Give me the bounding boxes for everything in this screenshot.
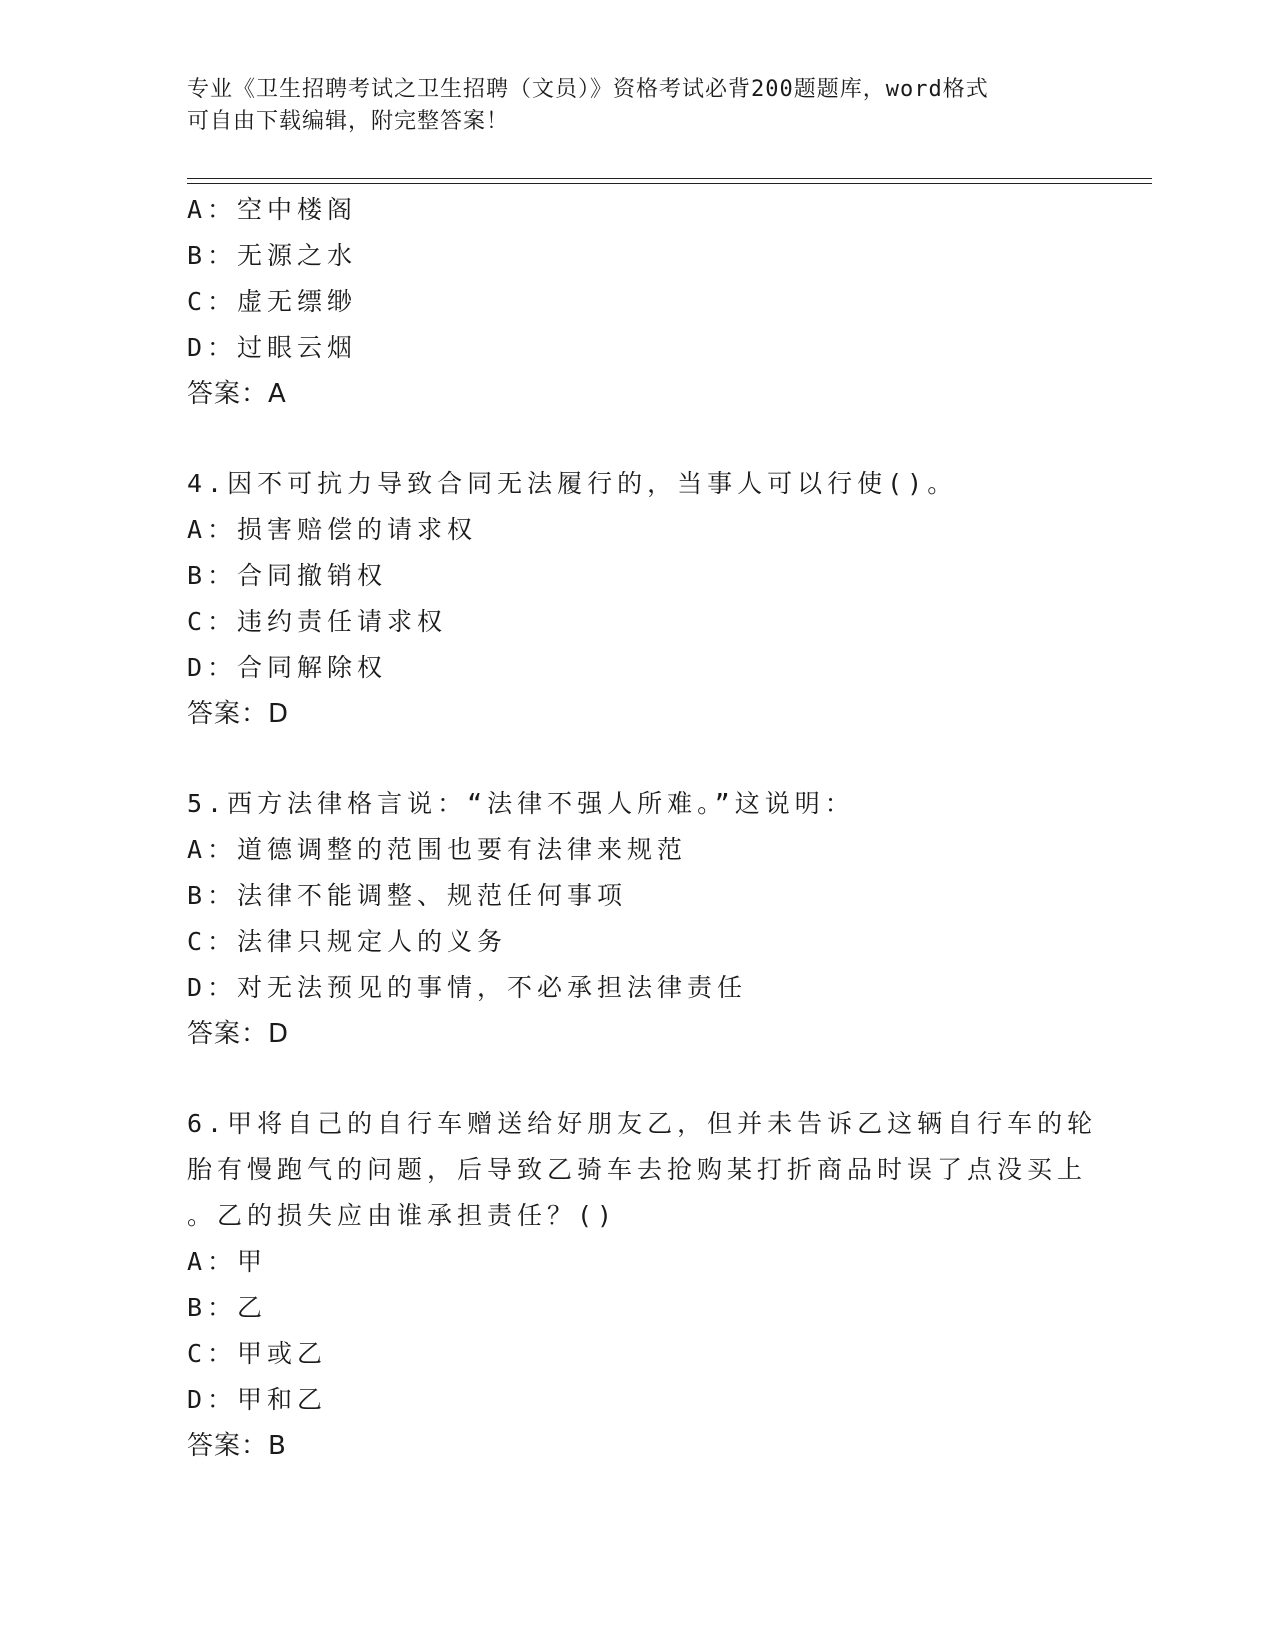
header-line-2: 可自由下载编辑，附完整答案！ [187, 109, 510, 134]
option-b: B：无源之水 [187, 241, 358, 270]
option-d: D：合同解除权 [187, 653, 388, 682]
answer: 答案：D [187, 699, 290, 729]
document-header [187, 74, 1067, 138]
question-list [187, 187, 1098, 1469]
option-a: A：甲 [187, 1247, 268, 1276]
option-c: C：虚无缥缈 [187, 287, 358, 316]
header-divider-top [187, 178, 1152, 179]
question-6 [187, 1101, 1098, 1469]
question-stem-line-2: 胎有慢跑气的问题，后导致乙骑车去抢购某打折商品时误了点没买上 [187, 1155, 1088, 1184]
question-stem-line-1: 6.甲将自己的自行车赠送给好朋友乙，但并未告诉乙这辆自行车的轮 [187, 1109, 1098, 1138]
answer: 答案：D [187, 1019, 290, 1049]
option-b: B：乙 [187, 1293, 268, 1322]
question-stem: 5.西方法律格言说：“法律不强人所难。”这说明： [187, 789, 855, 818]
option-b: B：合同撤销权 [187, 561, 388, 590]
question-5 [187, 781, 1087, 1057]
option-b: B：法律不能调整、规范任何事项 [187, 881, 628, 910]
option-c: C：违约责任请求权 [187, 607, 448, 636]
option-d: D：过眼云烟 [187, 333, 358, 362]
question-3 [187, 187, 1087, 417]
question-4 [187, 461, 1087, 737]
question-stem-line-3: 。乙的损失应由谁承担责任？() [187, 1201, 618, 1230]
header-divider-bottom [187, 183, 1152, 184]
option-c: C：法律只规定人的义务 [187, 927, 508, 956]
option-c: C：甲或乙 [187, 1339, 328, 1368]
answer: 答案：B [187, 1431, 287, 1461]
option-d: D：甲和乙 [187, 1385, 328, 1414]
question-stem: 4.因不可抗力导致合同无法履行的，当事人可以行使()。 [187, 469, 958, 498]
option-a: A：损害赔偿的请求权 [187, 515, 478, 544]
option-d: D：对无法预见的事情，不必承担法律责任 [187, 973, 748, 1002]
answer: 答案：A [187, 379, 287, 409]
option-a: A：空中楼阁 [187, 195, 358, 224]
option-a: A：道德调整的范围也要有法律来规范 [187, 835, 688, 864]
header-line-1: 专业《卫生招聘考试之卫生招聘（文员）》资格考试必背200题题库，word格式 [187, 77, 989, 102]
